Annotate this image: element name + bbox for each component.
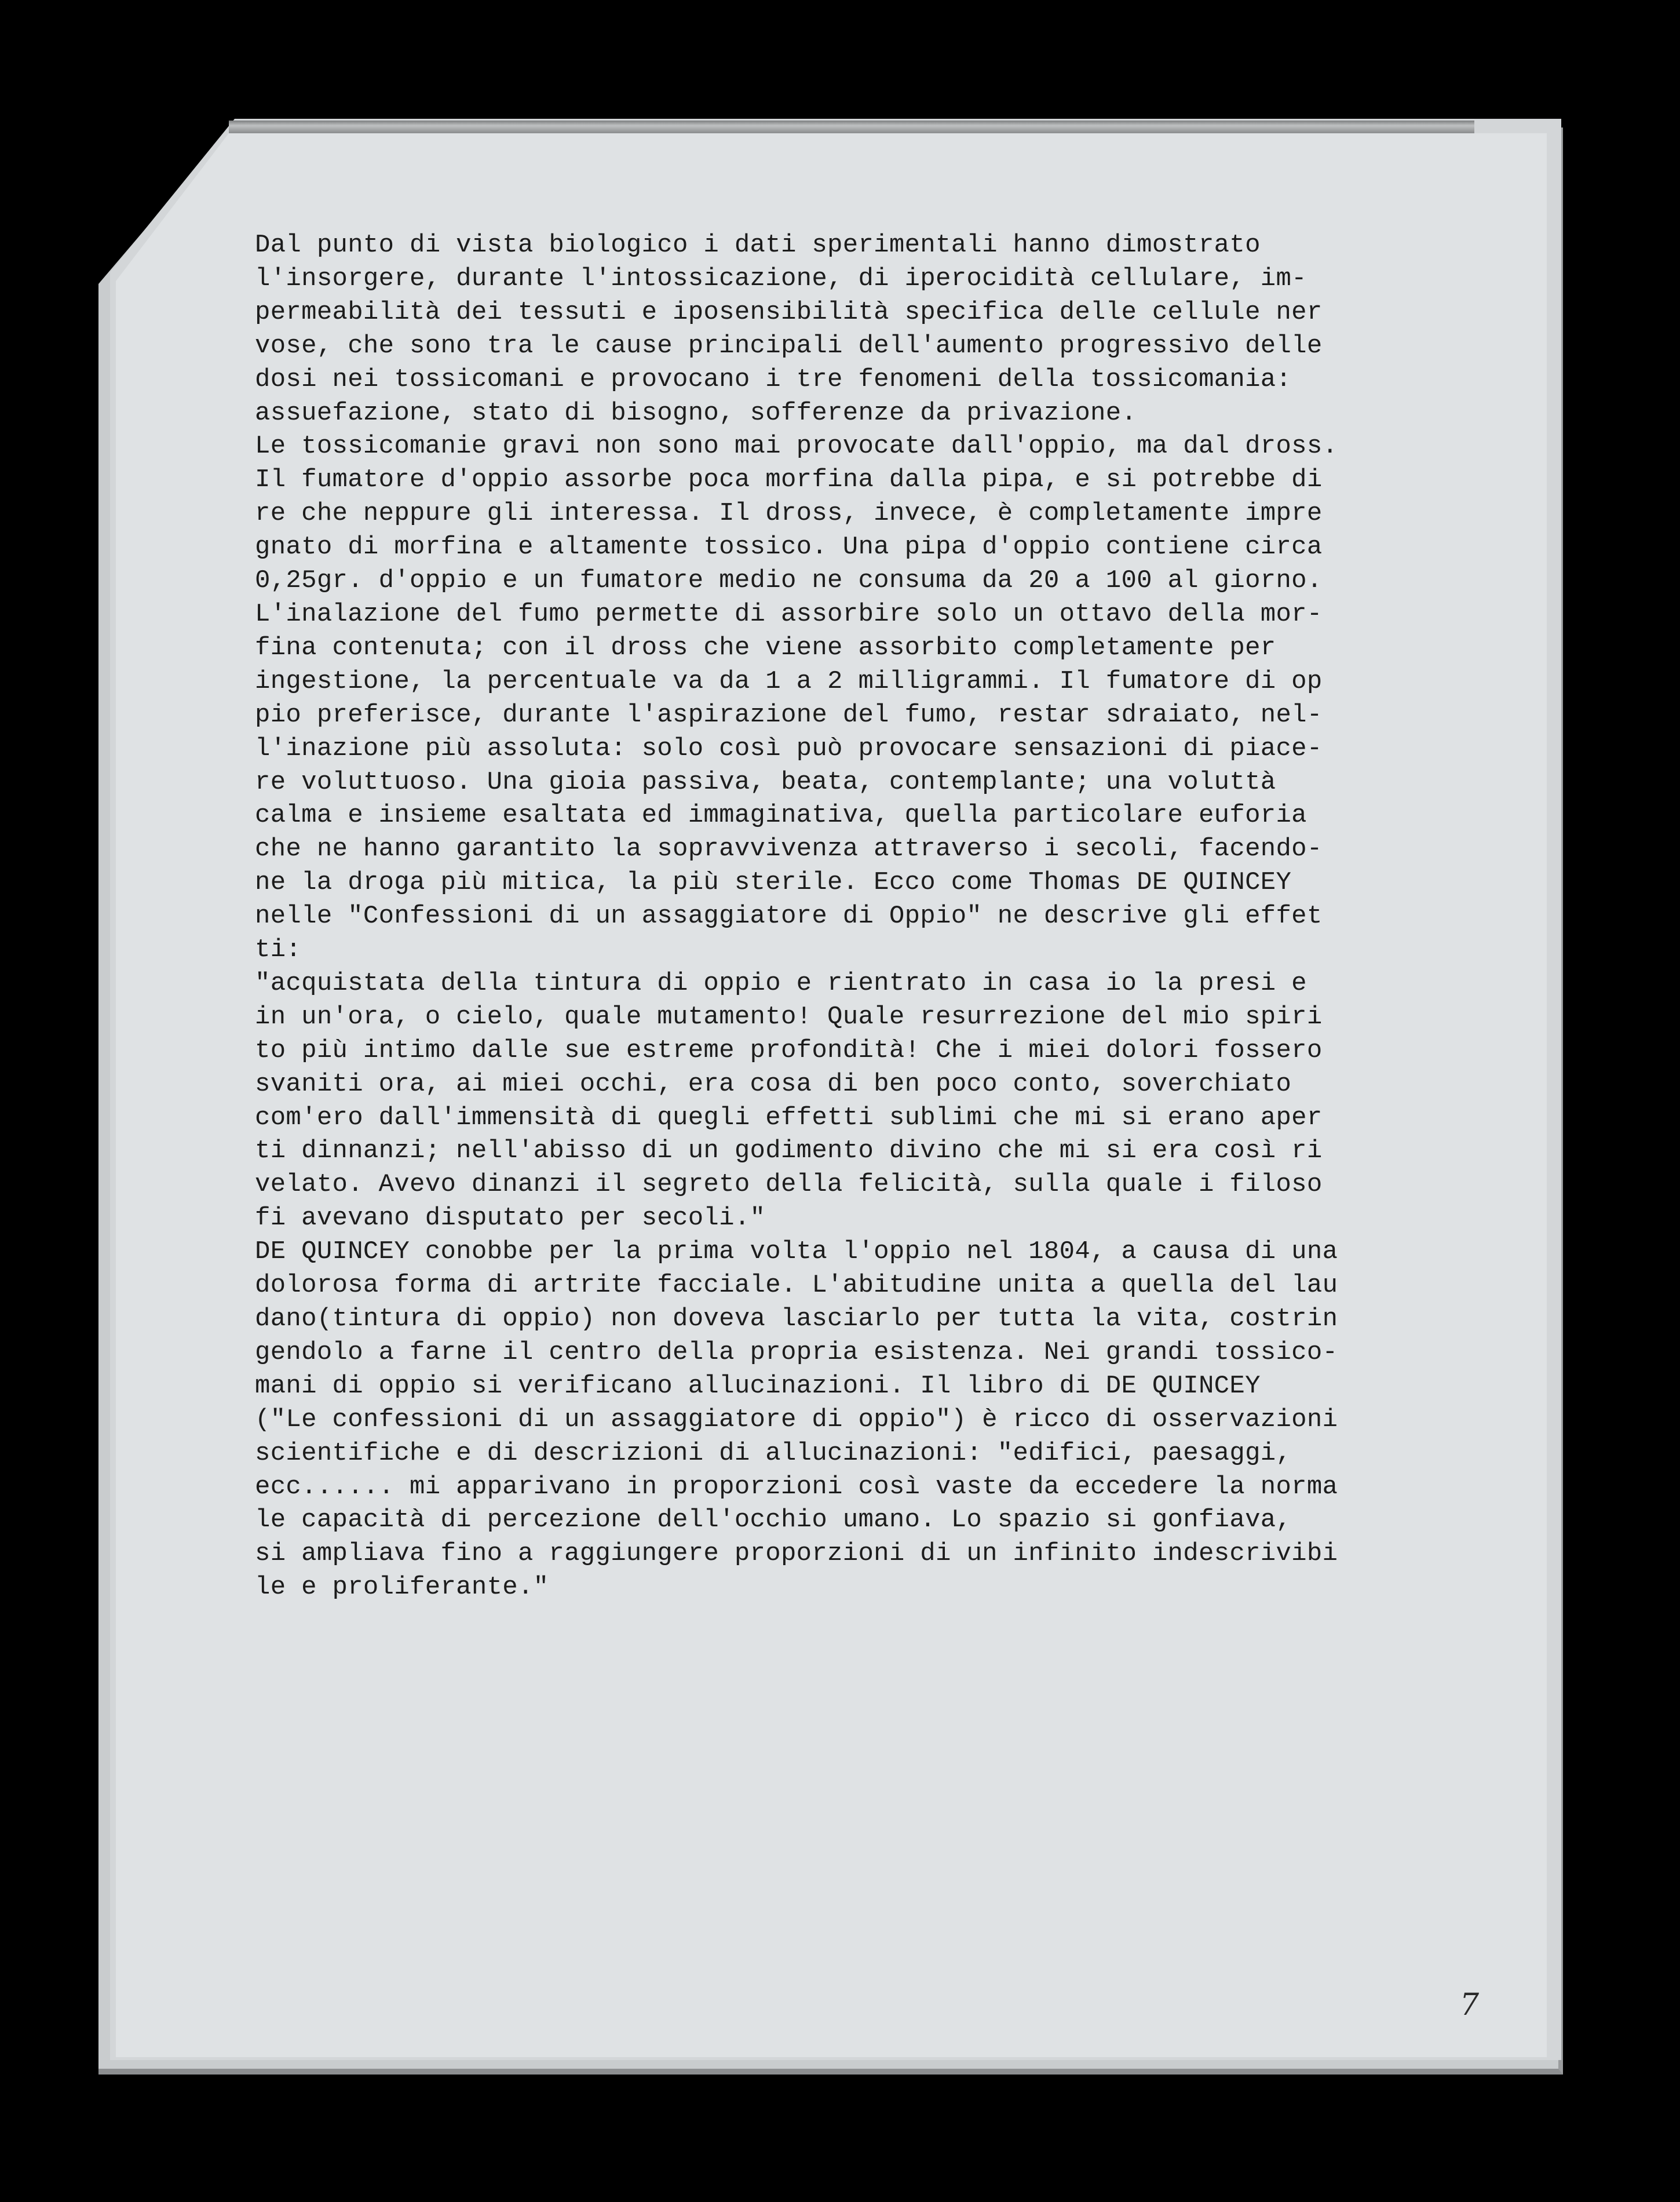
text-line: si ampliava fino a raggiungere proporzioni di un infinito indescrivibi [255,1539,1338,1569]
text-line: svaniti ora, ai miei occhi, era cosa di ben poco conto, soverchiato [255,1069,1292,1099]
text-line: Le tossicomanie gravi non sono mai provocate dall'oppio, ma dal dross. [255,432,1338,461]
text-line: DE QUINCEY conobbe per la prima volta l'oppio nel 1804, a causa di una [255,1237,1338,1267]
text-line: ("Le confessioni di un assaggiatore di oppio") è ricco di osservazioni [255,1405,1338,1434]
text-line: ti dinnanzi; nell'abisso di un godimento divino che mi si era così ri [255,1136,1323,1166]
text-line: l'insorgere, durante l'intossicazione, di iperocidità cellulare, im- [255,264,1307,293]
text-line: dolorosa forma di artrite facciale. L'abitudine unita a quella del lau [255,1271,1338,1300]
text-line: assuefazione, stato di bisogno, sofferenze da privazione. [255,398,1137,428]
text-line: mani di oppio si verificano allucinazioni. Il libro di DE QUINCEY [255,1371,1261,1401]
paper-top-edge [229,121,1474,133]
text-line: L'inalazione del fumo permette di assorbire solo un ottavo della mor- [255,599,1323,629]
text-line: le e proliferante." [255,1573,549,1602]
text-line: velato. Avevo dinanzi il segreto della felicità, sulla quale i filoso [255,1170,1323,1200]
text-line: le capacità di percezione dell'occhio umano. Lo spazio si gonfiava, [255,1505,1292,1535]
text-line: pio preferisce, durante l'aspirazione del fumo, restar sdraiato, nel- [255,700,1323,730]
text-line: l'inazione più assoluta: solo così può provocare sensazioni di piace- [255,734,1323,763]
text-line: com'ero dall'immensità di quegli effetti sublimi che mi si erano aper [255,1103,1323,1132]
text-line: fi avevano disputato per secoli." [255,1204,766,1233]
text-line: permeabilità dei tessuti e iposensibilità specifica delle cellule ner [255,297,1323,327]
text-line: ne la droga più mitica, la più sterile. Ecco come Thomas DE QUINCEY [255,868,1292,898]
text-line: fina contenuta; con il dross che viene assorbito completamente per [255,633,1276,662]
text-line: gendolo a farne il centro della propria esistenza. Nei grandi tossico- [255,1337,1338,1367]
text-line: nelle "Confessioni di un assaggiatore di Oppio" ne descrive gli effet [255,902,1323,931]
text-line: gnato di morfina e altamente tossico. Una pipa d'oppio contiene circa [255,533,1323,562]
text-line: Il fumatore d'oppio assorbe poca morfina dalla pipa, e si potrebbe di [255,465,1323,495]
text-line: scientifiche e di descrizioni di allucinazioni: "edifici, paesaggi, [255,1438,1292,1468]
text-line: to più intimo dalle sue estreme profondità! Che i miei dolori fossero [255,1036,1323,1065]
text-line: ecc...... mi apparivano in proporzioni così vaste da eccedere la norma [255,1472,1338,1501]
text-line: dosi nei tossicomani e provocano i tre fenomeni della tossicomania: [255,364,1292,394]
text-line: 0,25gr. d'oppio e un fumatore medio ne consuma da 20 a 100 al giorno. [255,566,1323,596]
text-line: dano(tintura di oppio) non doveva lasciarlo per tutta la vita, costrin [255,1304,1338,1333]
page-number: 7 [1460,1988,1480,2022]
text-line: re voluttuoso. Una gioia passiva, beata, contemplante; una voluttà [255,767,1276,797]
typed-text-body [255,229,1483,1605]
text-line: Dal punto di vista biologico i dati sperimentali hanno dimostrato [255,231,1261,260]
text-line: re che neppure gli interessa. Il dross, invece, è completamente impre [255,499,1323,528]
text-line: ingestione, la percentuale va da 1 a 2 milligrammi. Il fumatore di op [255,666,1323,696]
text-line: in un'ora, o cielo, quale mutamento! Quale resurrezione del mio spiri [255,1002,1323,1031]
text-line: ti: [255,935,302,965]
text-line: vose, che sono tra le cause principali dell'aumento progressivo delle [255,331,1323,360]
text-line: calma e insieme esaltata ed immaginativa, quella particolare euforia [255,801,1307,830]
text-line: che ne hanno garantito la sopravvivenza attraverso i secoli, facendo- [255,834,1323,864]
text-line: "acquistata della tintura di oppio e rientrato in casa io la presi e [255,968,1307,998]
